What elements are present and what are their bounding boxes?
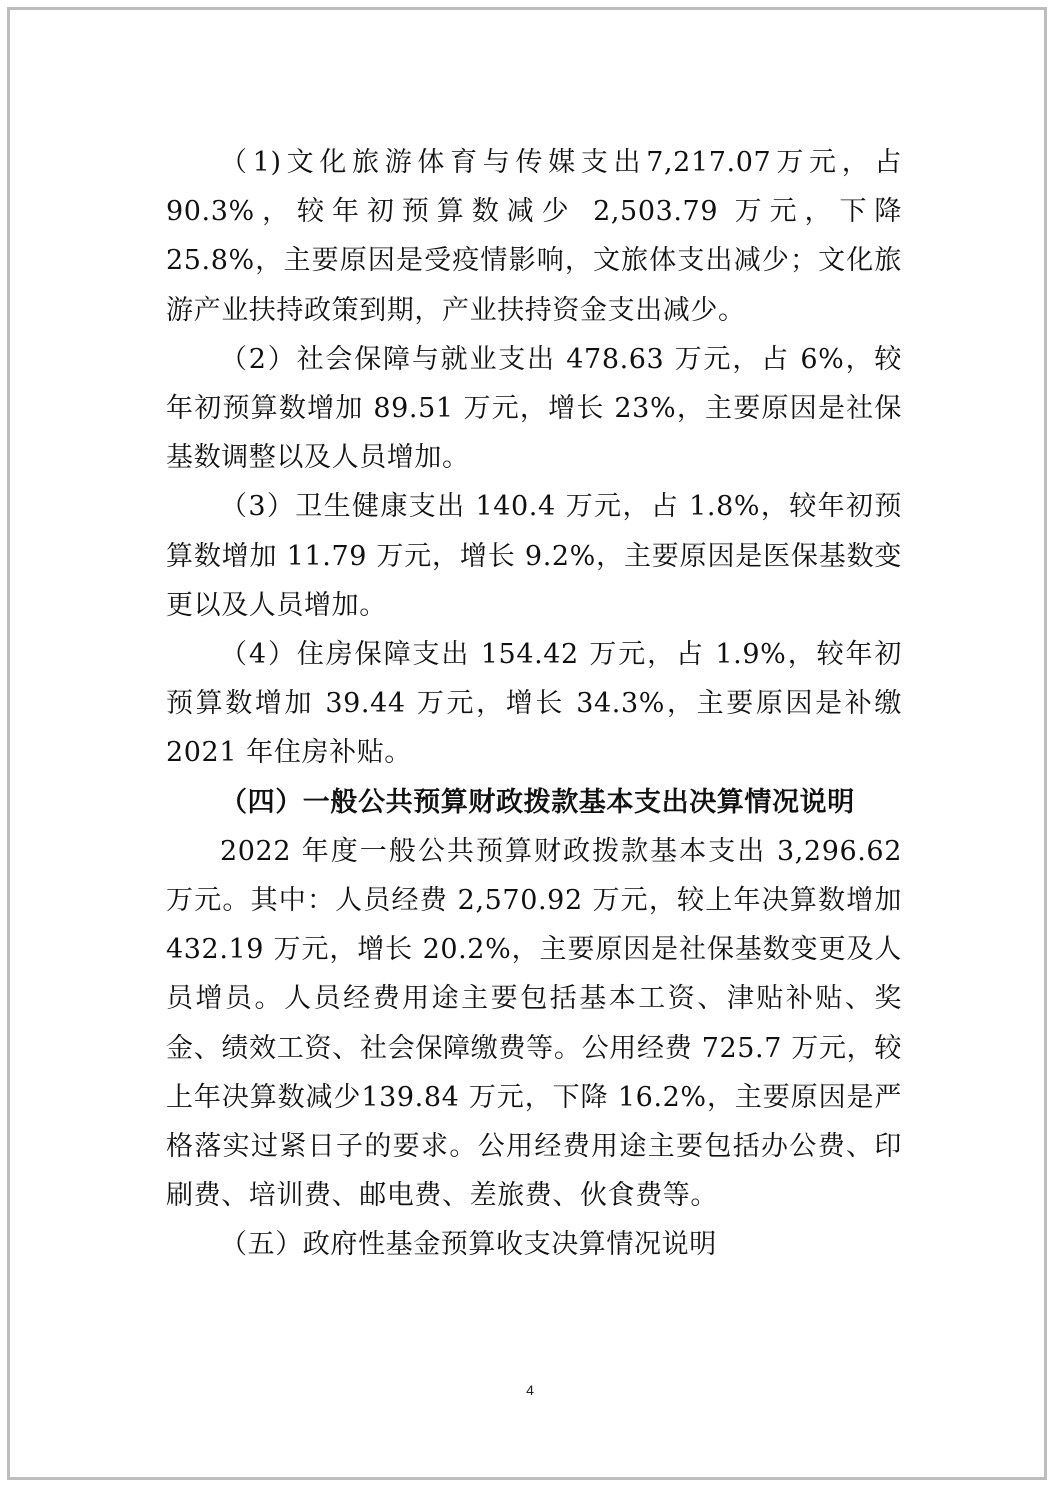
page-number: 4 [526, 1382, 534, 1398]
section-heading-basic-expense: （四）一般公共预算财政拨款基本支出决算情况说明 [220, 786, 855, 818]
document-body [166, 138, 902, 1270]
paragraph-social-security-expense: （2）社会保障与就业支出 478.63 万元，占 6%，较年初预算数增加 89.51 万元，增长 23%，主要原因是社保基数调整以及人员增加。 [166, 343, 902, 474]
paragraph-culture-tourism-expense: （1)文化旅游体育与传媒支出7,217.07万元，占90.3%，较年初预算数减少 2,503.79 万元，下降 25.8%，主要原因是受疫情影响，文旅体支出减少；文化旅游产业扶持政策到期，产业扶持资金支出减少。 [166, 147, 902, 326]
paragraph-basic-expense-detail: 2022 年度一般公共预算财政拨款基本支出 3,296.62 万元。其中：人员经费 2,570.92 万元，较上年决算数增加 432.19 万元，增长 20.2%，主要原因是社保基数变更及人员增员。人员经费用途主要包括基本工资、津贴补贴、奖金、绩效工资、社会保障缴费等。公用经费 725.7 万元，较上年决算数减少139.84 万元，下降 16.2%，主要原因是严格落实过紧日子的要求。公用经费用途主要包括办公费、印刷费、培训费、邮电费、差旅费、伙食费等。 [166, 835, 902, 1212]
section-heading-fund-budget: （五）政府性基金预算收支决算情况说明 [220, 1229, 717, 1261]
paragraph-housing-expense: （4）住房保障支出 154.42 万元，占 1.9%，较年初预算数增加 39.44 万元，增长 34.3%，主要原因是补缴 2021 年住房补贴。 [166, 639, 902, 769]
paragraph-health-expense: （3）卫生健康支出 140.4 万元，占 1.8%，较年初预算数增加 11.79 万元，增长 9.2%，主要原因是医保基数变更以及人员增加。 [166, 491, 902, 621]
